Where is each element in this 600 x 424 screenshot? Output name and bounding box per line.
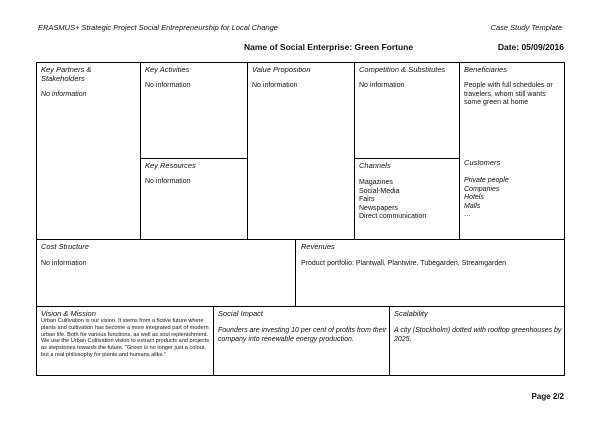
list-item: Companies	[464, 185, 500, 193]
revenues-cell	[295, 239, 565, 307]
revenues-content: Product portfolio: Plantwall, Plantwire, Tubegarden, Streamgarden	[301, 260, 507, 267]
list-item: Malls	[464, 202, 481, 210]
key-activities-cell	[140, 62, 248, 159]
list-item: Newspapers	[359, 204, 398, 212]
key-resources-cell	[140, 158, 248, 240]
list-item: Hotels	[464, 194, 484, 201]
value-proposition-cell	[247, 62, 355, 240]
competition-content: No information	[359, 82, 405, 89]
competition-label: Competition & Substitutes	[359, 65, 446, 74]
list-item: Fairs	[359, 196, 375, 203]
beneficiaries-content: People with full schedules or travelers, whom still wants some green at home	[464, 82, 553, 106]
customers-list	[464, 177, 509, 220]
list-item: Private people	[464, 177, 509, 184]
list-item: Social-Media	[359, 187, 400, 195]
cost-structure-cell	[36, 239, 296, 307]
channels-cell	[354, 158, 460, 240]
social-impact-content: Founders are investing 10 per cent of profits from their company into renewable energy production.	[218, 327, 387, 343]
template-label: Case Study Template	[490, 23, 562, 32]
scalability-label: Scalability	[394, 309, 428, 318]
cost-structure-content: No information	[41, 260, 87, 267]
list-item: Direct communication	[359, 213, 427, 220]
key-activities-content: No information	[145, 82, 191, 89]
revenues-label: Revenues	[301, 242, 335, 251]
enterprise-name: Name of Social Enterprise: Green Fortune	[244, 42, 414, 52]
key-activities-label: Key Activities	[145, 65, 190, 74]
key-resources-label: Key Resources	[145, 161, 196, 170]
scalability-cell	[389, 306, 565, 376]
page-number: Page 2/2	[531, 392, 564, 401]
vision-cell	[36, 306, 214, 376]
cost-structure-label: Cost Structure	[41, 242, 89, 251]
list-item: Magazines	[359, 179, 393, 186]
list-item: …	[464, 211, 471, 218]
value-proposition-content: No information	[252, 82, 298, 89]
key-partners-cell	[36, 62, 141, 240]
key-resources-content: No information	[145, 178, 191, 185]
social-impact-label: Social Impact	[218, 309, 264, 318]
vision-content: Urban Cultivation is our vision. It stems from a fictive future where plants and cultivation has become a more integrated part of modern urban life. Both for various functions, as well as soul replenishment. We use the Urban Cultivation vision to extract products and projects as stepstones towards the future. "Green is no longer just a colour, but a real philosophy for plants and humans alike."	[41, 318, 210, 358]
value-proposition-label: Value Proposition	[252, 65, 311, 74]
social-impact-cell	[213, 306, 390, 376]
channels-label: Channels	[359, 161, 391, 170]
competition-cell	[354, 62, 460, 159]
scalability-content: A city (Stockholm) dotted with rooftop greenhouses by 2025.	[394, 327, 562, 343]
vision-label: Vision & Mission	[41, 309, 96, 318]
customers-label: Customers	[464, 158, 501, 167]
key-partners-label: Key Partners & Stakeholders	[41, 65, 92, 83]
key-partners-content: No information	[41, 91, 87, 98]
beneficiaries-label: Beneficiaries	[464, 65, 507, 74]
channels-list	[359, 179, 426, 222]
document-date: Date: 05/09/2016	[497, 42, 564, 52]
beneficiaries-cell	[459, 62, 565, 240]
program-title: ERASMUS+ Strategic Project Social Entrepreneurship for Local Change	[38, 23, 278, 32]
